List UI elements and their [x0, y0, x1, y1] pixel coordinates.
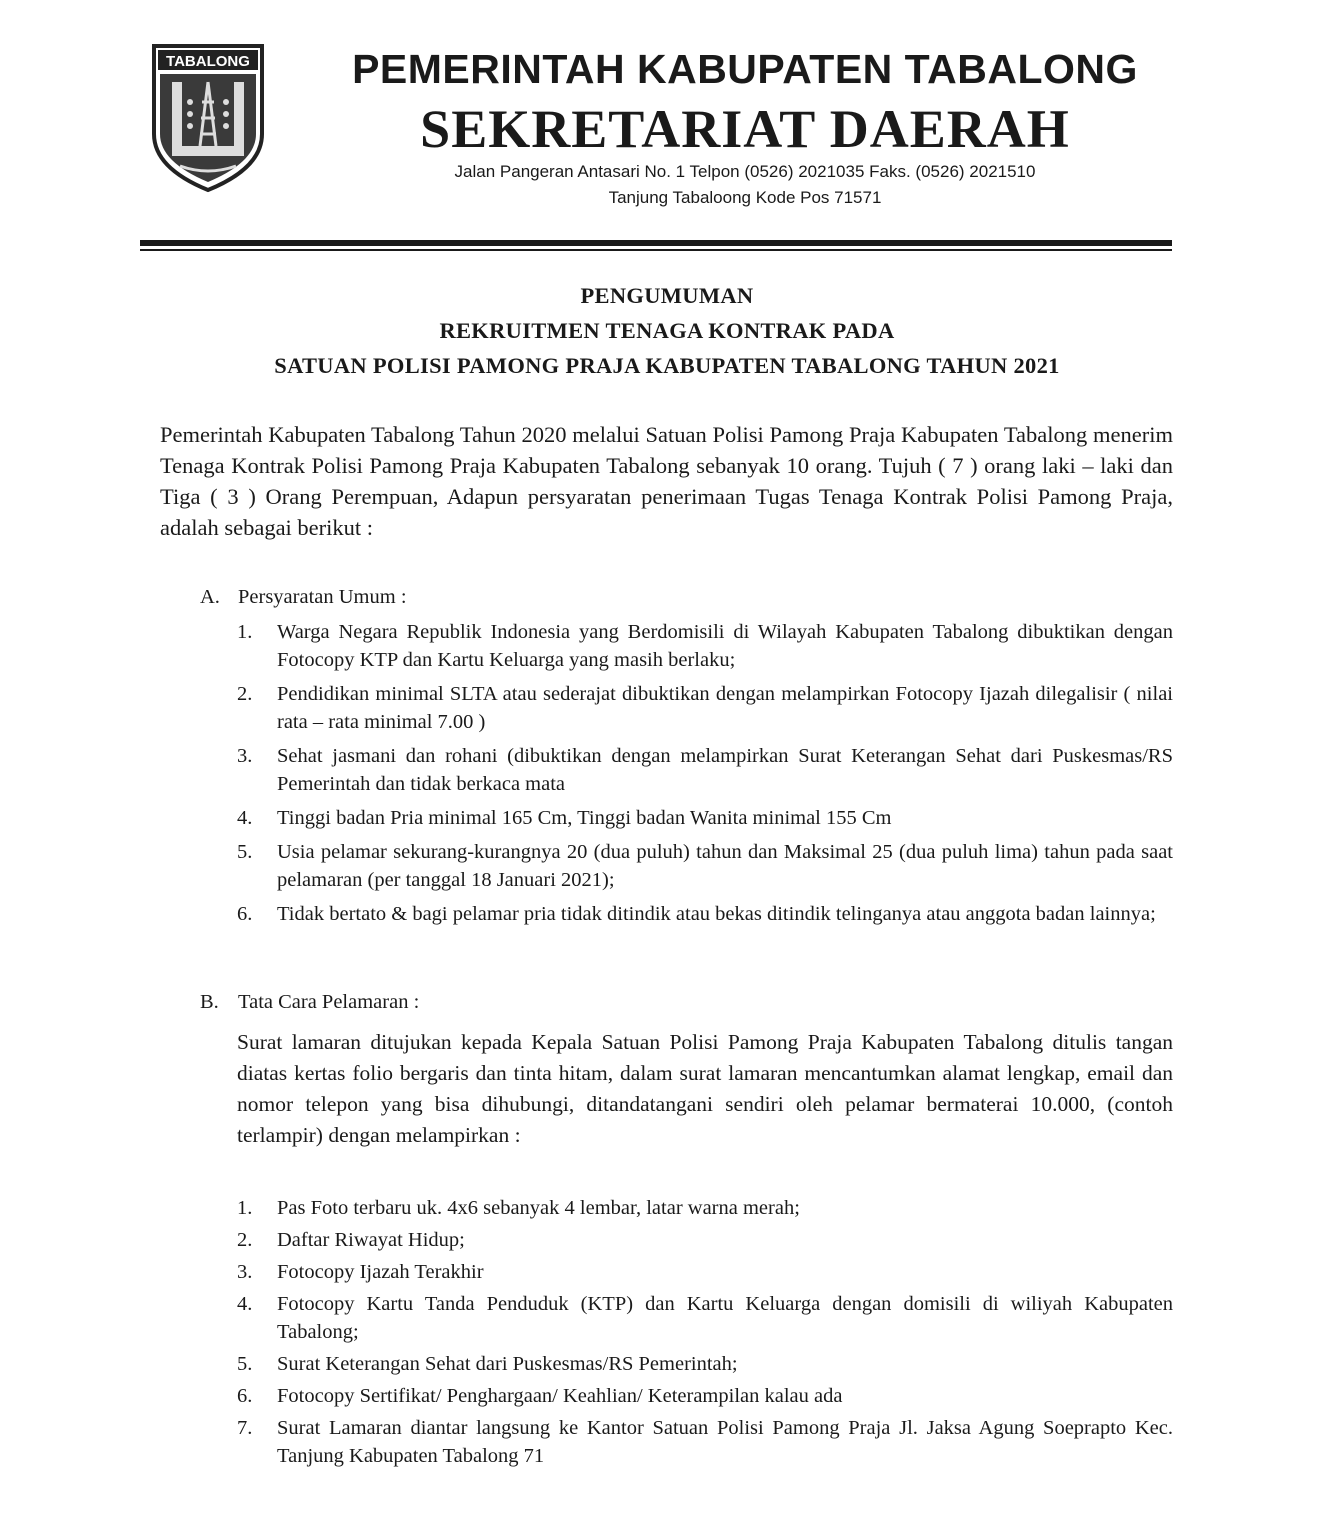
attachments-list: [237, 1194, 1173, 1474]
list-item-number: 4.: [237, 807, 253, 829]
list-item-number: 6.: [237, 903, 253, 925]
announcement-subtitle-2: SATUAN POLISI PAMONG PRAJA KABUPATEN TABALONG TAHUN 2021: [274, 353, 1060, 378]
list-item-text: Fotocopy Ijazah Terakhir: [277, 1261, 484, 1283]
section-a-letter: A.: [200, 586, 220, 608]
announcement-title: PENGUMUMAN: [580, 283, 754, 308]
application-paragraph: Surat lamaran ditujukan kepada Kepala Satuan Polisi Pamong Praja Kabupaten Tabalong ditulis tangan diatas kertas folio bergaris dan tinta hitam, dalam surat lamaran mencantumkan alamat lengkap, email dan nomor telepon yang bisa dihubungi, ditandatangani sendiri oleh pelamar bermaterai 10.000, (contoh terlampir) dengan melampirkan :: [237, 1030, 1173, 1147]
section-b-letter: B.: [200, 991, 219, 1013]
list-item: [237, 618, 1173, 674]
list-item-number: 2.: [237, 683, 253, 705]
letterhead-rule-thin: [140, 249, 1172, 251]
tabalong-crest-logo: [150, 42, 266, 194]
list-item-text: Pendidikan minimal SLTA atau sederajat dibuktikan dengan melampirkan Fotocopy Ijazah dilegalisir ( nilai rata – rata minimal 7.00 ): [277, 683, 1173, 733]
list-item-text: Surat Lamaran diantar langsung ke Kantor Satuan Polisi Pamong Praja Jl. Jaksa Agung Soeprapto Kec. Tanjung Kabupaten Tabalong 71: [277, 1417, 1173, 1467]
list-item-number: 5.: [237, 1353, 253, 1375]
list-item: [237, 1382, 1173, 1410]
announcement-subtitle: REKRUITMEN TENAGA KONTRAK PADA: [439, 318, 895, 343]
section-b-heading: [200, 991, 419, 1014]
logo-text: TABALONG: [166, 53, 250, 70]
list-item-number: 4.: [237, 1293, 253, 1315]
list-item-text: Surat Keterangan Sehat dari Puskesmas/RS Pemerintah;: [277, 1353, 738, 1375]
list-item: [237, 1258, 1173, 1286]
list-item: [237, 1350, 1173, 1378]
list-item-text: Fotocopy Sertifikat/ Penghargaan/ Keahlian/ Keterampilan kalau ada: [277, 1385, 843, 1407]
list-item-text: Tidak bertato & bagi pelamar pria tidak ditindik atau bekas ditindik telinganya atau anggota badan lainnya;: [277, 903, 1156, 925]
list-item-number: 6.: [237, 1385, 253, 1407]
letterhead-secretariat: SEKRETARIAT DAERAH: [420, 99, 1070, 159]
list-item: [237, 680, 1173, 736]
letterhead-postal: Tanjung Tabaloong Kode Pos 71571: [608, 188, 882, 207]
intro-paragraph: Pemerintah Kabupaten Tabalong Tahun 2020 melalui Satuan Polisi Pamong Praja Kabupaten Tabalong menerim Tenaga Kontrak Polisi Pamong Praja Kabupaten Tabalong sebanyak 10 orang. Tujuh ( 7 ) orang laki – laki dan Tiga ( 3 ) Orang Perempuan, Adapun persyaratan penerimaan Tugas Tenaga Kontrak Polisi Pamong Praja, adalah sebagai berikut :: [160, 422, 1173, 540]
list-item-text: Sehat jasmani dan rohani (dibuktikan dengan melampirkan Surat Keterangan Sehat dari Puskesmas/RS Pemerintah dan tidak berkaca mata: [277, 745, 1173, 795]
letterhead-government: PEMERINTAH KABUPATEN TABALONG: [352, 46, 1138, 92]
section-a-heading: [200, 586, 407, 609]
section-b-title: Tata Cara Pelamaran :: [238, 991, 420, 1013]
list-item-text: Warga Negara Republik Indonesia yang Berdomisili di Wilayah Kabupaten Tabalong dibuktikan dengan Fotocopy KTP dan Kartu Keluarga yang masih berlaku;: [277, 621, 1173, 671]
list-item-number: 3.: [237, 1261, 253, 1283]
list-item-text: Usia pelamar sekurang-kurangnya 20 (dua puluh) tahun dan Maksimal 25 (dua puluh lima) tahun pada saat pelamaran (per tanggal 18 Januari 2021);: [277, 841, 1173, 891]
letterhead-address: Jalan Pangeran Antasari No. 1 Telpon (0526) 2021035 Faks. (0526) 2021510: [454, 162, 1036, 181]
list-item-number: 1.: [237, 1197, 253, 1219]
list-item-number: 5.: [237, 841, 253, 863]
list-item: [237, 1414, 1173, 1470]
list-item: [237, 1290, 1173, 1346]
letterhead-rule-thick: [140, 240, 1172, 246]
list-item-number: 3.: [237, 745, 253, 767]
list-item: [237, 838, 1173, 894]
list-item-number: 7.: [237, 1417, 253, 1439]
list-item: [237, 742, 1173, 798]
list-item-number: 1.: [237, 621, 253, 643]
section-a-title: Persyaratan Umum :: [238, 586, 407, 608]
list-item-number: 2.: [237, 1229, 253, 1251]
list-item-text: Fotocopy Kartu Tanda Penduduk (KTP) dan Kartu Keluarga dengan domisili di wiliyah Kabupaten Tabalong;: [277, 1293, 1173, 1343]
list-item: [237, 900, 1173, 928]
list-item-text: Daftar Riwayat Hidup;: [277, 1229, 465, 1251]
list-item: [237, 804, 1173, 832]
list-item: [237, 1226, 1173, 1254]
list-item-text: Tinggi badan Pria minimal 165 Cm, Tinggi badan Wanita minimal 155 Cm: [277, 807, 892, 829]
list-item-text: Pas Foto terbaru uk. 4x6 sebanyak 4 lembar, latar warna merah;: [277, 1197, 800, 1219]
requirements-list: [237, 618, 1173, 934]
list-item: [237, 1194, 1173, 1222]
